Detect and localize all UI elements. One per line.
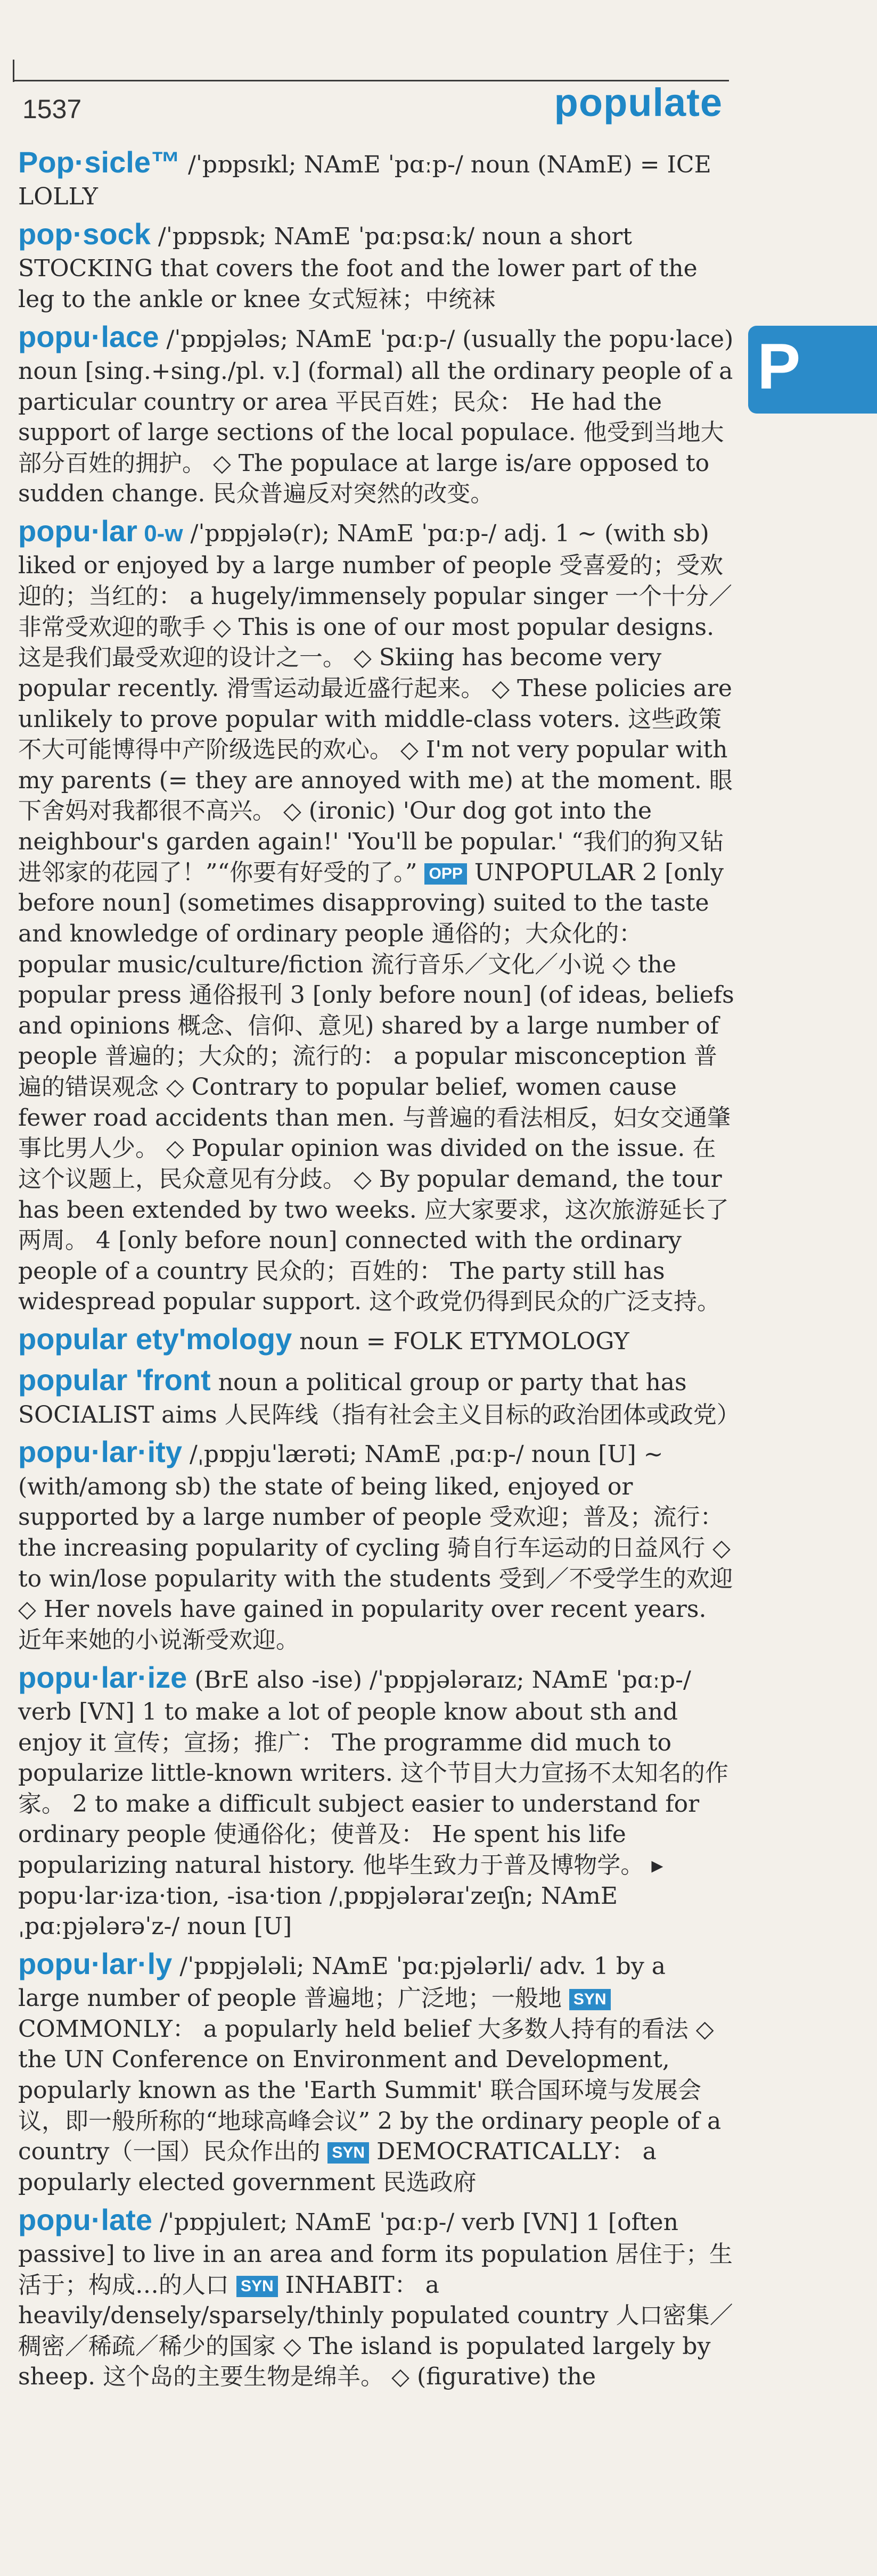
- headword: popu·late: [18, 2202, 152, 2236]
- syn-badge: SYN: [327, 2142, 369, 2164]
- headword: pop·sock: [18, 217, 151, 251]
- entry-body-continued: UNPOPULAR 2 [only before noun] (sometimes disapproving) suited to the taste and knowledge of ordinary people 通俗的；大众化的： popular music/culture/fiction 流行音乐／文化／小说 ◇ the popular press 通俗报刊 3 [only before noun] (of ideas, beliefs and opinions 概念、信仰、意见) shared by a large number of people 普遍的；大众的；流行的： a popular misconception 普遍的错误观念 ◇ Contrary to popular belief, women cause fewer road accidents than men. 与普遍的看法相反，妇女交通肇事比男人少。 ◇ Popular opinion was divided on the issue. 在这个议题上，民众意见有分歧。 ◇ By popular demand, the tour has been extended by two weeks. 应大家要求，这次旅游延长了两周。 4 [only before noun] connected with the ordinary people of a country 民众的；百姓的： The party still has widespread popular support. 这个政党仍得到民众的广泛支持。: [18, 858, 734, 1316]
- headword: popu·lar·ly: [18, 1946, 173, 1980]
- headword: popu·lar·ity: [18, 1435, 182, 1469]
- thumb-index-letter: P: [757, 330, 801, 402]
- entry-body: (BrE also -ise) /ˈpɒpjələraɪz; NAmE ˈpɑːp-/ verb [VN] 1 to make a lot of people know about sth and enjoy it 宣传；宣扬；推广： The programme did much to popularize little-known writers. 这个节目大力宣扬不太知名的作家。 2 to make a difficult subject easier to understand for ordinary people 使通俗化；使普及： He spent his life popularizing natural history. 他毕生致力于普及博物学。 ▸ popu·lar·iza·tion, -isa·tion /ˌpɒpjələraɪˈzeɪʃn; NAmE ˌpɑːpjələrəˈz-/ noun [U]: [18, 1666, 728, 1941]
- entry-body: /ˈpɒpjələli; NAmE ˈpɑːpjələrli/ adv. 1 by a large number of people 普遍地；广泛地；一般地: [18, 1952, 666, 2012]
- key-word-icon: 0-w: [137, 521, 183, 547]
- entry-body: /ˈpɒpjuleɪt; NAmE ˈpɑːp-/ verb [VN] 1 [often passive] to live in an area and form its population 居住于；生活于；构成…的人口: [18, 2208, 733, 2299]
- headword: popu·lar·ize: [18, 1660, 187, 1694]
- headword: popu·lar: [18, 514, 137, 548]
- entry-populace: [18, 317, 734, 509]
- headword: popular 'front: [18, 1363, 211, 1397]
- entry-popularly: [18, 1944, 734, 2198]
- entry-popsicle: [18, 143, 734, 212]
- entry-popular-etymology: [18, 1319, 734, 1358]
- syn-badge: SYN: [569, 1989, 611, 2010]
- entry-popsock: [18, 214, 734, 315]
- entry-body: noun = FOLK ETYMOLOGY: [292, 1328, 629, 1356]
- headword: Pop·sicle™: [18, 145, 181, 179]
- headword: popular ety'mology: [18, 1322, 292, 1356]
- entry-body: /ˌpɒpjuˈlærəti; NAmE ˌpɑːp-/ noun [U] ~ (with/among sb) the state of being liked, enjoyed or supported by a large number of people 受欢迎；普及；流行： the increasing popularity of cycling 骑自行车运动的日益风行 ◇ to win/lose popularity with the students 受到／不受学生的欢迎 ◇ Her novels have gained in popularity over recent years. 近年来她的小说渐受欢迎。: [18, 1441, 733, 1654]
- page-number: 1537: [22, 94, 82, 124]
- syn-badge: SYN: [236, 2276, 278, 2297]
- entry-body: /ˈpɒpjələs; NAmE ˈpɑːp-/ (usually the popu·lace) noun [sing.+sing./pl. v.] (formal) all the ordinary people of a particular country or area 平民百姓；民众： He had the support of large sections of the local populace. 他受到当地大部分百姓的拥护。 ◇ The populace at large is/are opposed to sudden change. 民众普遍反对突然的改变。: [18, 325, 734, 508]
- entry-body: /ˈpɒpsɪkl; NAmE ˈpɑːp-/ noun (NAmE) = ICE LOLLY: [18, 151, 711, 211]
- entry-body-continued: DEMOCRATICALLY： a popularly elected government 民选政府: [18, 2138, 657, 2196]
- entry-list: [18, 143, 740, 2395]
- entry-popular: [18, 511, 734, 1317]
- opp-badge: OPP: [424, 863, 466, 885]
- running-headword: populate: [554, 80, 723, 125]
- entry-popularize: [18, 1658, 734, 1942]
- entry-populate: [18, 2200, 734, 2392]
- entry-body: noun a political group or party that has SOCIALIST aims 人民阵线（指有社会主义目标的政治团体或政党）: [18, 1369, 740, 1429]
- headword: popu·lace: [18, 319, 159, 353]
- entry-body-continued: COMMONLY： a popularly held belief 大多数人持有的看法 ◇ the UN Conference on Environment and Development, popularly known as the 'Earth Summit' 联合国环境与发展会议，即一般所称的“地球高峰会议” 2 by the ordinary people of a country（一国）民众作出的: [18, 2015, 722, 2166]
- header-tick: [13, 60, 14, 82]
- entry-body: /ˈpɒpsɒk; NAmE ˈpɑːpsɑːk/ noun a short STOCKING that covers the foot and the lower part of the leg to the ankle or knee 女式短袜；中统袜: [18, 222, 698, 313]
- entry-body: /ˈpɒpjələ(r); NAmE ˈpɑːp-/ adj. 1 ~ (with sb) liked or enjoyed by a large number of people 受喜爱的；受欢迎的；当红的： a hugely/immensely popular singer 一个十分／非常受欢迎的歌手 ◇ This is one of our most popular designs. 这是我们最受欢迎的设计之一。 ◇ Skiing has become very popular recently. 滑雪运动最近盛行起来。 ◇ These policies are unlikely to prove popular with middle-class voters. 这些政策不大可能博得中产阶级选民的欢心。 ◇ I'm not very popular with my parents (= they are annoyed with me) at the moment. 眼下舍妈对我都很不高兴。 ◇ (ironic) 'Our dog got into the neighbour's garden again!' 'You'll be popular.' “我们的狗又钻进邻家的花园了！”“你要有好受的了。”: [18, 520, 733, 886]
- entry-popularity: [18, 1432, 734, 1655]
- entry-body-continued: INHABIT： a heavily/densely/sparsely/thinly populated country 人口密集／稠密／稀疏／稀少的国家 ◇ The island is populated largely by sheep. 这个岛的主要生物是绵羊。 ◇ (figurative) the: [18, 2271, 733, 2391]
- entry-popular-front: [18, 1360, 740, 1430]
